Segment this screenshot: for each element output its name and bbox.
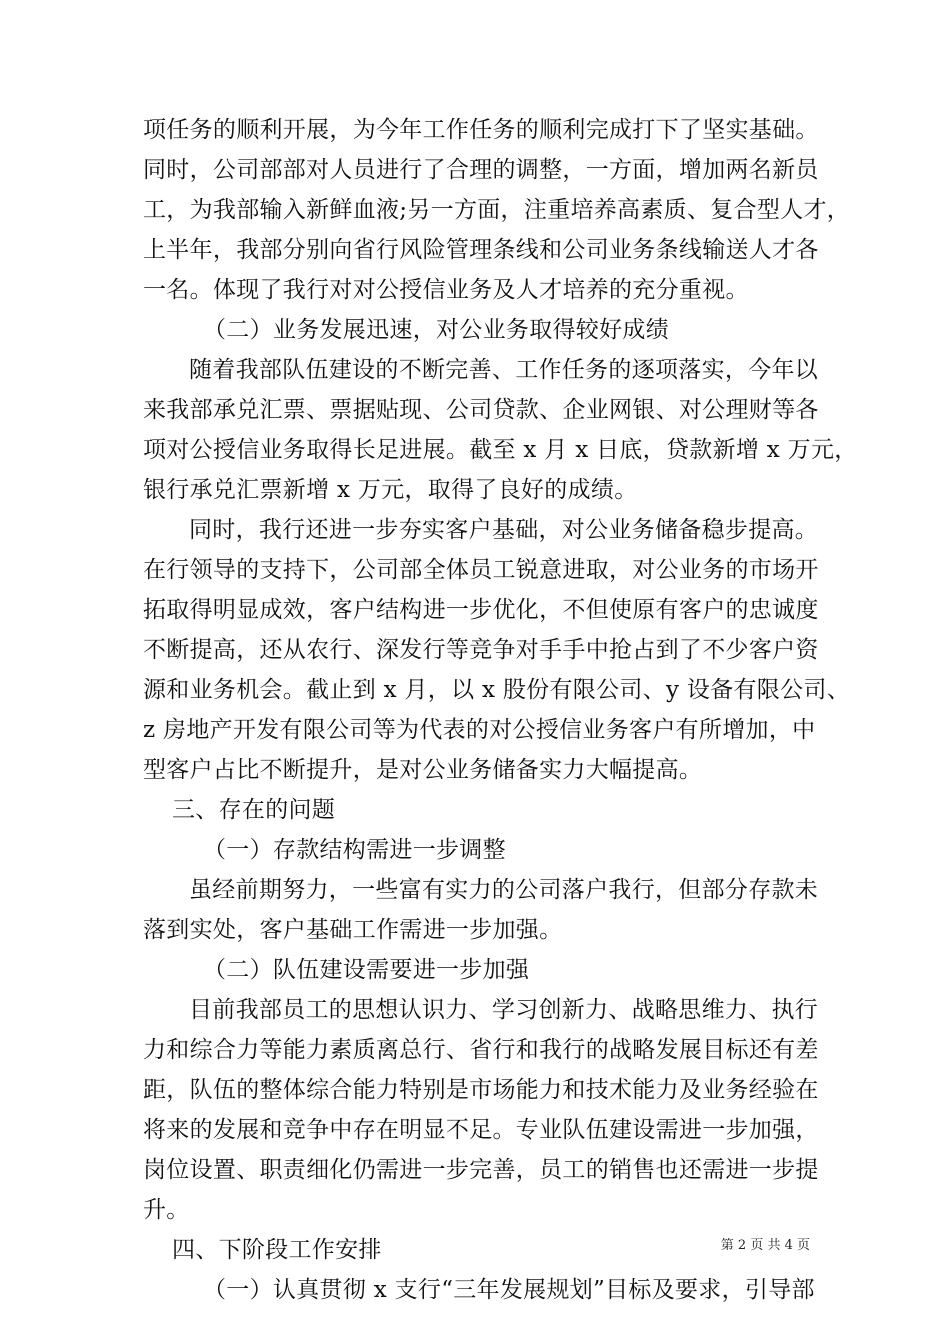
text-line: 项任务的顺利开展，为今年工作任务的顺利完成打下了坚实基础。 [143, 117, 819, 143]
text-line: 不断提高，还从农行、深发行等竞争对手手中抢占到了不少客户资 [143, 637, 819, 663]
text-line: 岗位设置、职责细化仍需进一步完善，员工的销售也还需进一步提 [143, 1157, 819, 1183]
text-line: 项对公授信业务取得长足进展。截至 x 月 x 日底，贷款新增 x 万元， [143, 437, 858, 463]
section-heading: （二）业务发展迅速，对公业务取得较好成绩 [203, 317, 669, 343]
page-number: 第 2 页 共 4 页 [720, 1238, 810, 1253]
text-line: 在行领导的支持下，公司部全体员工锐意进取，对公业务的市场开 [143, 557, 819, 583]
text-line: 目前我部员工的思想认识力、学习创新力、战略思维力、执行 [189, 997, 819, 1023]
text-line: 同时，公司部部对人员进行了合理的调整，一方面，增加两名新员 [143, 157, 819, 183]
text-line: 工，为我部输入新鲜血液;另一方面，注重培养高素质、复合型人才， [143, 197, 851, 223]
section-heading: （二）队伍建设需要进一步加强 [203, 957, 530, 983]
text-line: 银行承兑汇票新增 x 万元，取得了良好的成绩。 [143, 477, 638, 503]
text-line: 力和综合力等能力素质离总行、省行和我行的战略发展目标还有差 [143, 1037, 819, 1063]
text-line: 同时，我行还进一步夯实客户基础，对公业务储备稳步提高。 [189, 517, 819, 543]
text-line: 随着我部队伍建设的不断完善、工作任务的逐项落实，今年以 [189, 357, 819, 383]
text-line: 一名。体现了我行对对公授信业务及人才培养的充分重视。 [143, 277, 749, 303]
text-line: 上半年，我部分别向省行风险管理条线和公司业务条线输送人才各 [143, 237, 819, 263]
text-line: 型客户占比不断提升，是对公业务储备实力大幅提高。 [143, 757, 703, 783]
text-line: 距，队伍的整体综合能力特别是市场能力和技术能力及业务经验在 [143, 1077, 819, 1103]
text-line: 将来的发展和竞争中存在明显不足。专业队伍建设需进一步加强， [143, 1117, 819, 1143]
text-line: 落到实处，客户基础工作需进一步加强。 [143, 917, 563, 943]
section-heading: 四、下阶段工作安排 [172, 1237, 382, 1263]
section-heading: （一）存款结构需进一步调整 [203, 837, 506, 863]
text-line: z 房地产开发有限公司等为代表的对公授信业务客户有所增加，中 [143, 717, 816, 743]
text-line: 来我部承兑汇票、票据贴现、公司贷款、企业网银、对公理财等各 [143, 397, 819, 423]
text-line: 升。 [143, 1197, 190, 1223]
section-heading: 三、存在的问题 [172, 797, 336, 823]
text-line: 虽经前期努力，一些富有实力的公司落户我行，但部分存款未 [189, 877, 819, 903]
section-heading: （一）认真贯彻 x 支行“三年发展规划”目标及要求，引导部 [203, 1277, 815, 1303]
text-line: 拓取得明显成效，客户结构进一步优化，不但使原有客户的忠诚度 [143, 597, 819, 623]
text-line: 源和业务机会。截止到 x 月，以 x 股份有限公司、y 设备有限公司、 [143, 677, 850, 703]
